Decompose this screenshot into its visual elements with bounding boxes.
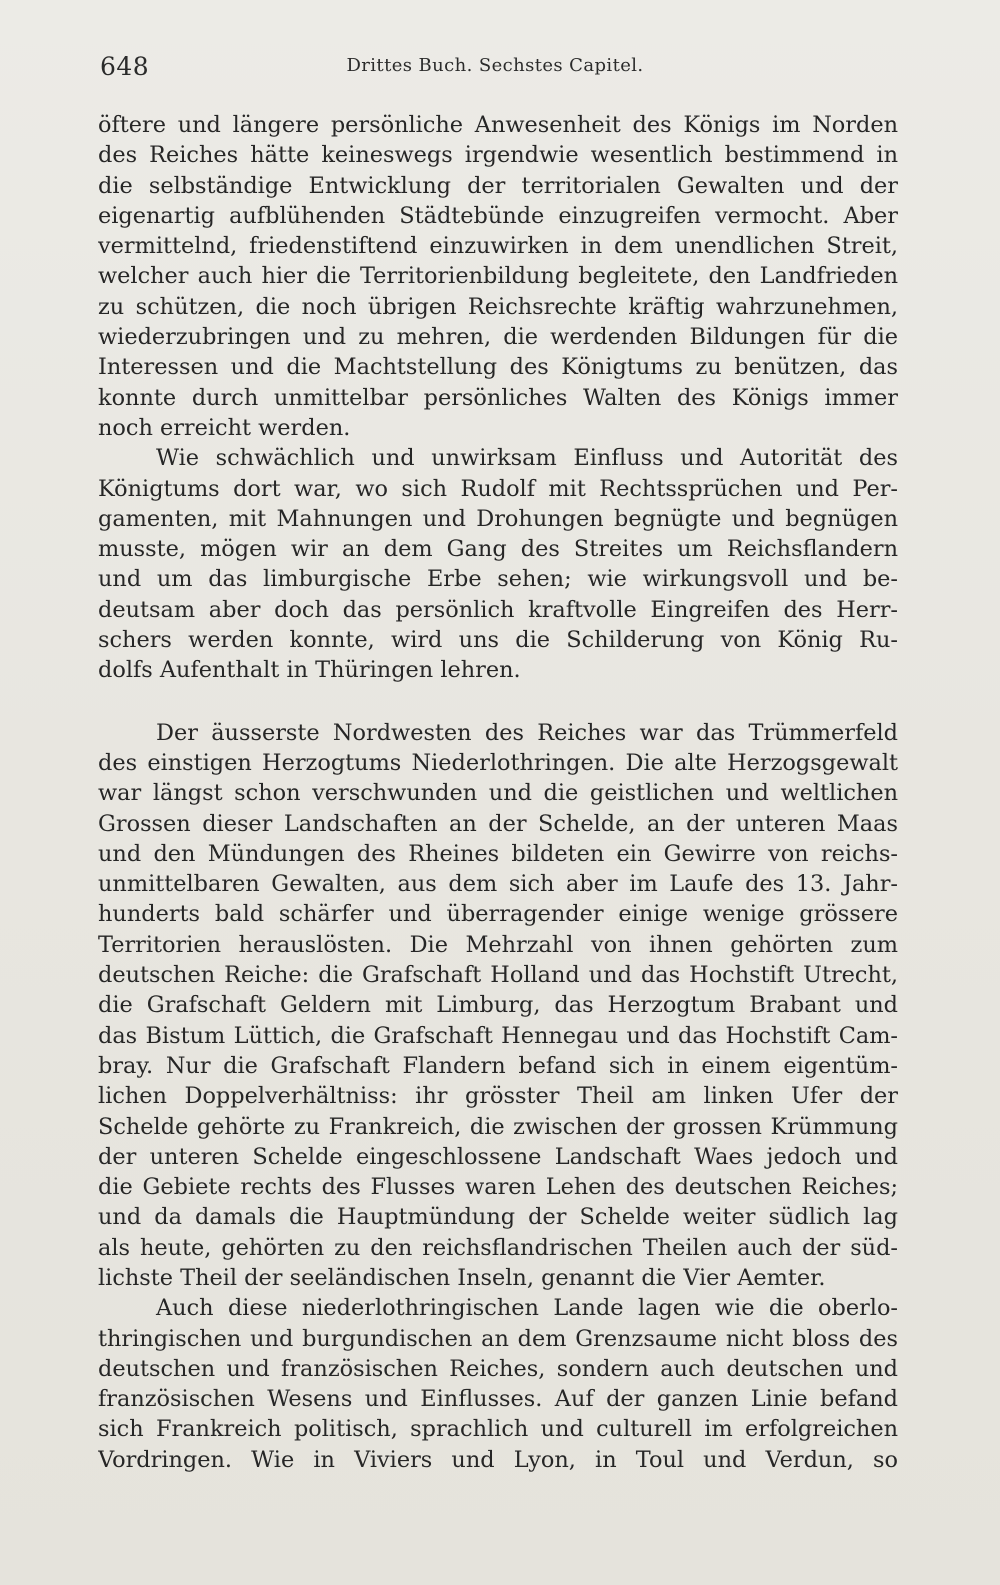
text-line: sich Frankreich politisch, sprachlich und culturell im erfolgreichen	[98, 1416, 898, 1443]
text-line: schers werden konnte, wird uns die Schilderung von König Ru-	[98, 627, 898, 654]
text-line: Auch diese niederlothringischen Lande lagen wie die oberlo-	[156, 1295, 898, 1322]
text-line: zu schützen, die noch übrigen Reichsrechte kräftig wahrzunehmen,	[98, 293, 898, 320]
text-line: französischen Wesens und Einflusses. Auf der ganzen Linie befand	[98, 1386, 898, 1413]
text-line: und den Mündungen des Rheines bildeten ein Gewirre von reichs-	[98, 840, 898, 867]
body-text	[98, 110, 898, 1475]
text-line: das Bistum Lüttich, die Grafschaft Hennegau und das Hochstift Cam-	[98, 1022, 898, 1049]
paragraph	[98, 1293, 898, 1475]
text-line: konnte durch unmittelbar persönliches Walten des Königs immer	[98, 384, 898, 411]
text-line: lichste Theil der seeländischen Inseln, genannt die Vier Aemter.	[98, 1264, 826, 1291]
text-line: deutschen Reiche: die Grafschaft Holland und das Hochstift Utrecht,	[98, 962, 898, 989]
text-line: lichen Doppelverhältniss: ihr grösster Theil am linken Ufer der	[98, 1083, 898, 1110]
paragraph	[98, 718, 898, 1294]
text-line: deutschen und französischen Reiches, sondern auch deutschen und	[98, 1355, 898, 1382]
text-line: die selbständige Entwicklung der territorialen Gewalten und der	[98, 172, 898, 199]
text-line: welcher auch hier die Territorienbildung begleitete, den Landfrieden	[98, 263, 898, 290]
text-line: noch erreicht werden.	[98, 414, 351, 441]
page-header	[100, 52, 890, 92]
text-line: und um das limburgische Erbe sehen; wie wirkungsvoll und be-	[98, 566, 898, 593]
text-line: öftere und längere persönliche Anwesenheit des Königs im Norden	[98, 112, 898, 138]
paragraph-gap	[98, 686, 898, 718]
text-line: die Gebiete rechts des Flusses waren Lehen des deutschen Reiches;	[98, 1174, 898, 1201]
text-line: thringischen und burgundischen an dem Grenzsaume nicht bloss des	[98, 1325, 898, 1352]
text-line: des einstigen Herzogtums Niederlothringen. Die alte Herzogsgewalt	[98, 749, 898, 776]
text-line: bray. Nur die Grafschaft Flandern befand sich in einem eigentüm-	[98, 1052, 898, 1079]
text-line: eigenartig aufblühenden Städtebünde einzugreifen vermocht. Aber	[98, 202, 898, 229]
text-line: wiederzubringen und zu mehren, die werdenden Bildungen für die	[98, 324, 898, 351]
text-line: Grossen dieser Landschaften an der Schelde, an der unteren Maas	[98, 810, 898, 837]
text-line: Schelde gehörte zu Frankreich, die zwischen der grossen Krümmung	[98, 1113, 898, 1140]
text-line: Königtums dort war, wo sich Rudolf mit Rechtssprüchen und Per-	[98, 475, 898, 502]
text-line: hunderts bald schärfer und überragender einige wenige grössere	[98, 901, 898, 928]
text-line: Vordringen. Wie in Viviers und Lyon, in Toul und Verdun, so	[98, 1446, 898, 1473]
page-number: 648	[100, 52, 150, 81]
text-line: deutsam aber doch das persönlich kraftvolle Eingreifen des Herr-	[98, 596, 898, 623]
text-line: der unteren Schelde eingeschlossene Landschaft Waes jedoch und	[98, 1143, 898, 1170]
text-line: Wie schwächlich und unwirksam Einfluss und Autorität des	[156, 445, 898, 472]
text-line: musste, mögen wir an dem Gang des Streites um Reichsflandern	[98, 536, 898, 563]
text-line: unmittelbaren Gewalten, aus dem sich aber im Laufe des 13. Jahr-	[98, 871, 898, 898]
text-line: gamenten, mit Mahnungen und Drohungen begnügte und begnügen	[98, 505, 898, 532]
text-line: die Grafschaft Geldern mit Limburg, das Herzogtum Brabant und	[98, 992, 898, 1019]
text-line: und da damals die Hauptmündung der Schelde weiter südlich lag	[98, 1204, 898, 1231]
text-line: des Reiches hätte keineswegs irgendwie wesentlich bestimmend in	[98, 142, 898, 169]
paragraph	[98, 110, 898, 443]
text-line: dolfs Aufenthalt in Thüringen lehren.	[98, 657, 521, 684]
text-line: Territorien herauslösten. Die Mehrzahl von ihnen gehörten zum	[98, 931, 898, 958]
text-line: Interessen und die Machtstellung des Königtums zu benützen, das	[98, 354, 898, 381]
text-line: war längst schon verschwunden und die geistlichen und weltlichen	[98, 780, 898, 807]
text-line: als heute, gehörten zu den reichsflandrischen Theilen auch der süd-	[98, 1234, 898, 1261]
paragraph	[98, 443, 898, 685]
running-head: Drittes Buch. Sechstes Capitel.	[346, 55, 644, 76]
text-line: vermittelnd, friedenstiftend einzuwirken in dem unendlichen Streit,	[98, 233, 898, 260]
text-line: Der äusserste Nordwesten des Reiches war das Trümmerfeld	[156, 719, 898, 746]
